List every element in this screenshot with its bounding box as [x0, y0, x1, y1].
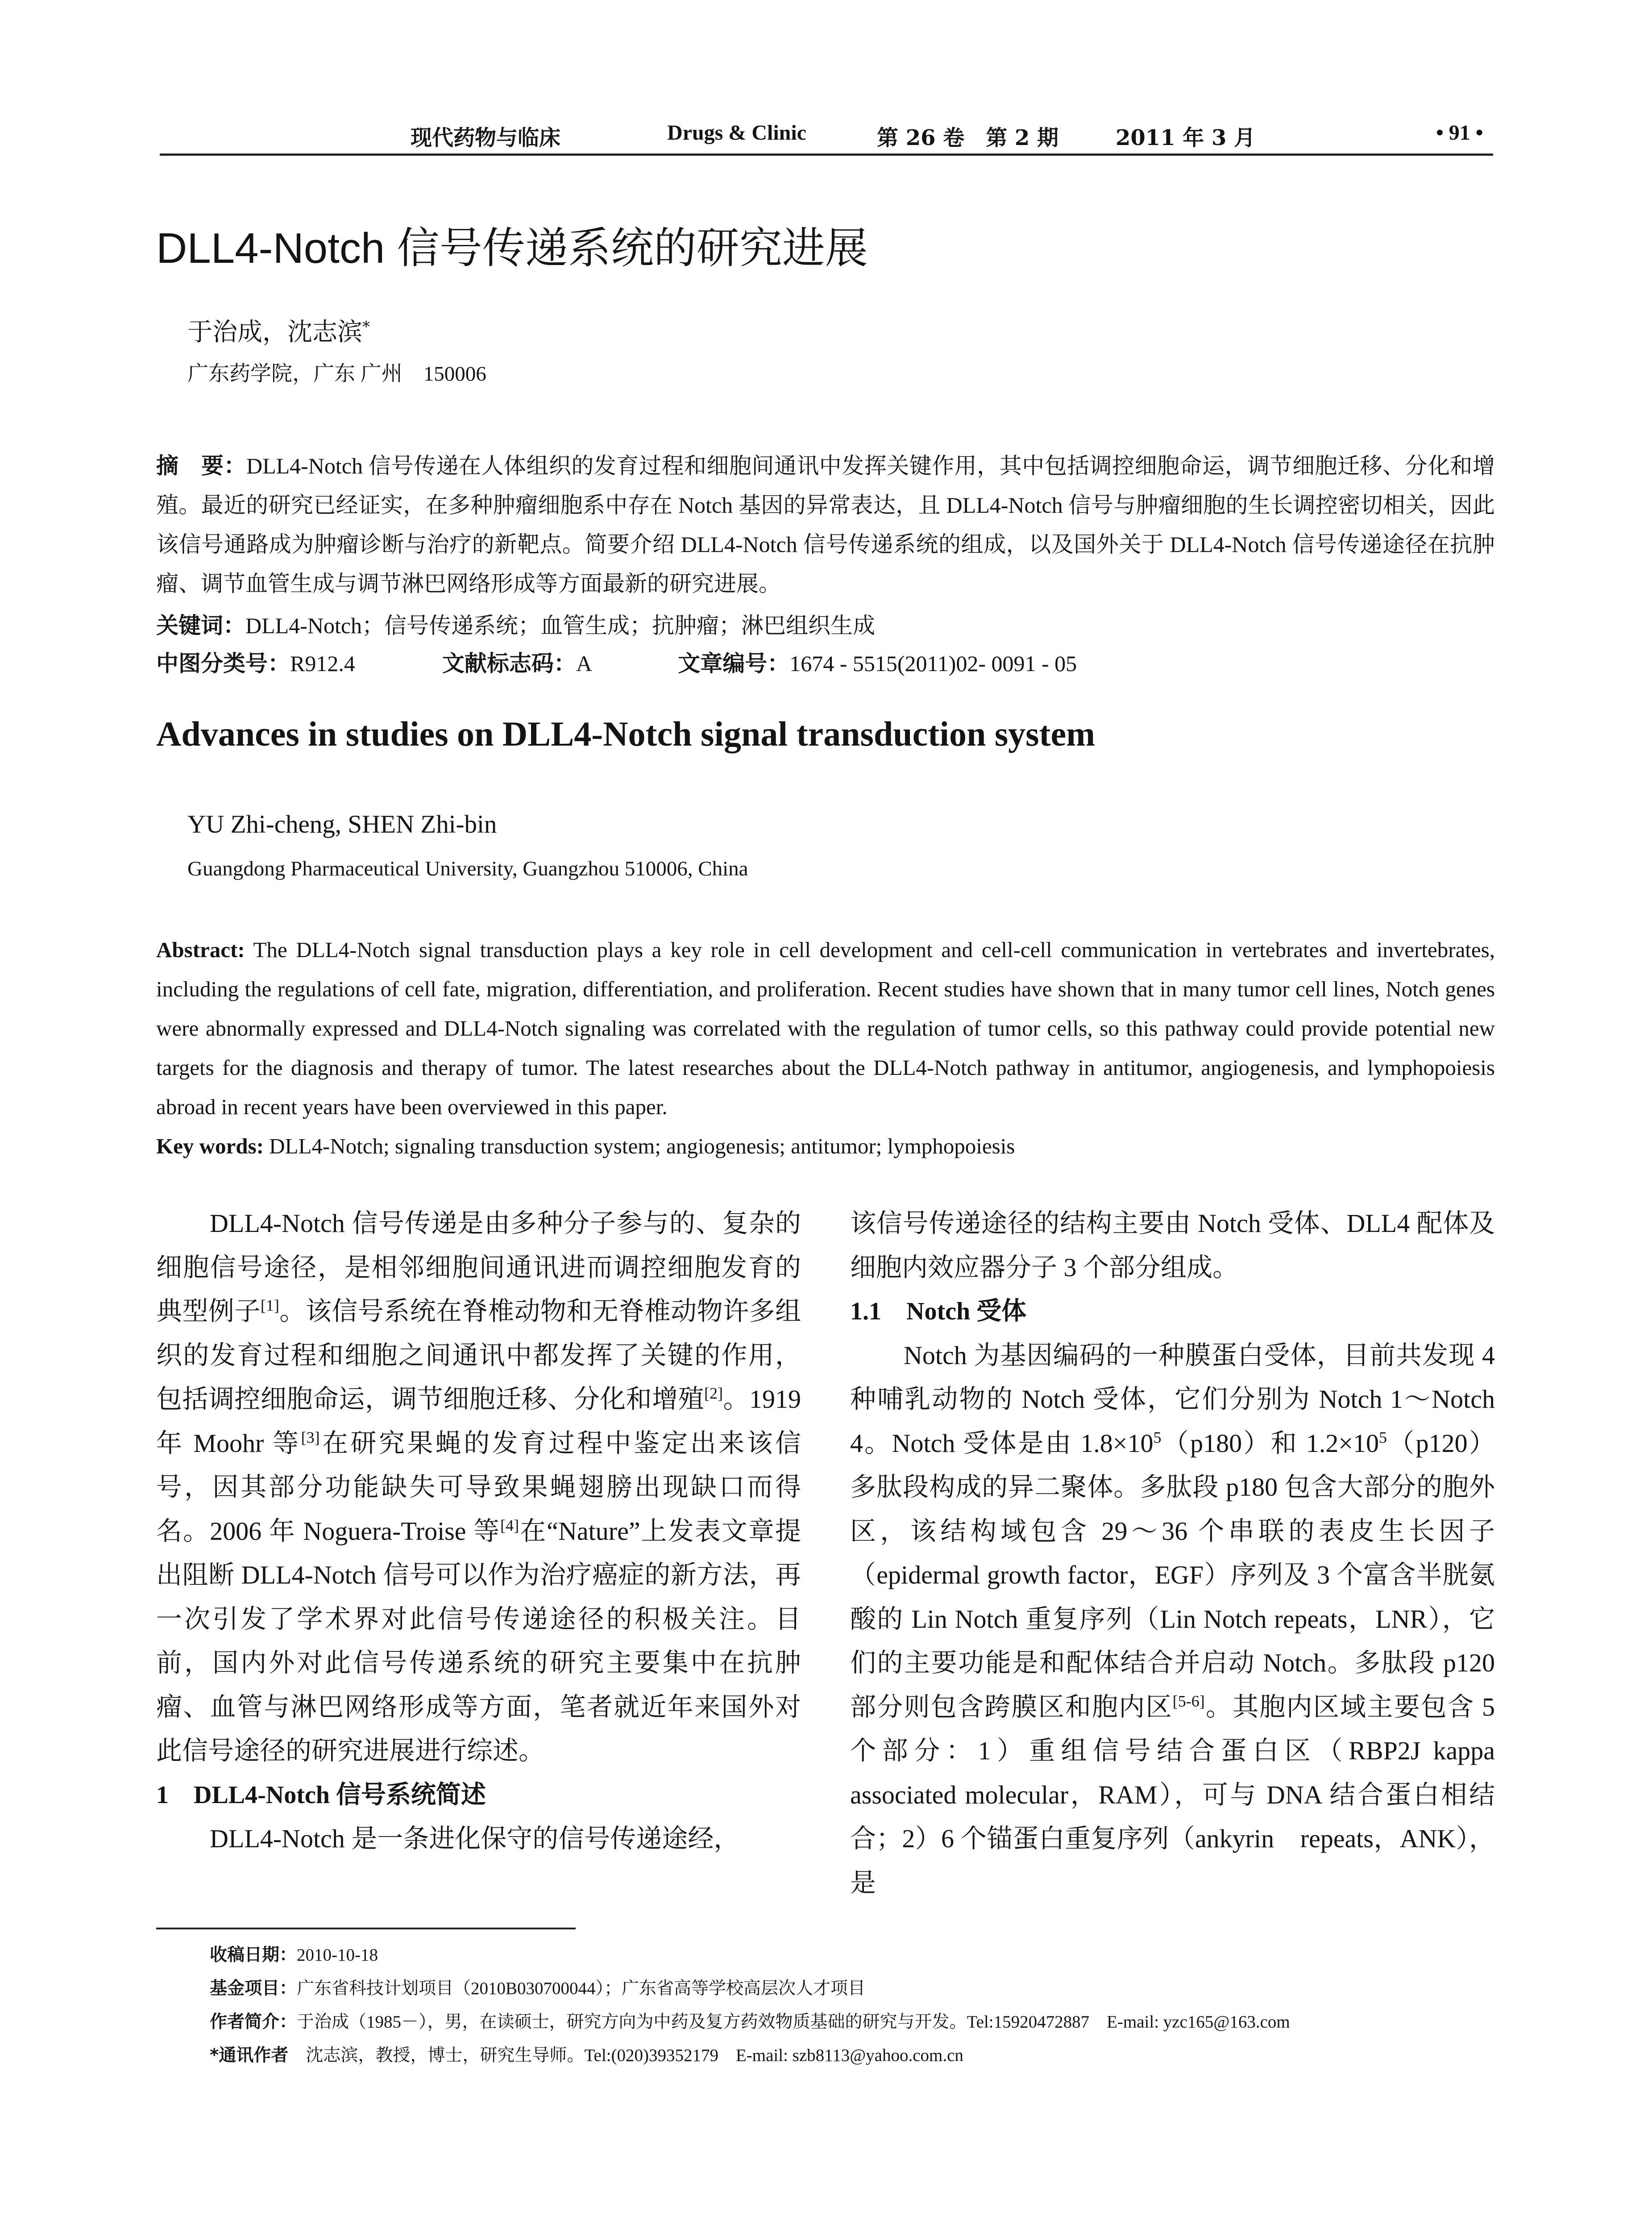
- issue-date: 2011 年 3 月: [1116, 125, 1256, 150]
- page-number: • 91 •: [1436, 121, 1483, 145]
- section-heading: 1 DLL4-Notch 信号系统简述: [156, 1781, 486, 1809]
- body-paragraph: [156, 1202, 801, 1773]
- footnote-label: 收稿日期：: [210, 1945, 297, 1965]
- keywords-cn-label: 关键词：: [156, 613, 245, 639]
- footnote-text: 于治成（1985－），男，在读硕士，研究方向为中药及复方药效物质基础的研究与开发。Tel:15920472887 E-mail: yzc165@163.com: [297, 2012, 1290, 2032]
- body-text: Notch 为基因编码的一种膜蛋白受体，目前共发现 4 种哺乳动物的 Notch 受体，它们分别为 Notch 1～Notch 4。Notch 受体是由 1.8×10: [850, 1340, 1495, 1458]
- body-text: （p180）和 1.2×10: [1161, 1428, 1379, 1458]
- body-text: （p120）多肽段构成的异二聚体。多肽段 p180 包含大部分的胞外区，该结构域包含 29～36 个串联的表皮生长因子（epidermal growth factor，EGF）序列及 3 个富含半胱氨酸的 Lin Notch 重复序列（Lin Notch repeats，LNR），它们的主要功能是和配体结合并启动 Notch。多肽段 p120 部分则包含跨膜区和胞内区: [850, 1428, 1495, 1721]
- footnote-label: 作者简介：: [210, 2012, 297, 2032]
- footnote-corresponding: [210, 2041, 963, 2066]
- article-no-label: 文章编号：: [678, 651, 790, 676]
- authors-cn: [187, 312, 370, 348]
- keywords-en-text: DLL4-Notch; signaling transduction system; angiogenesis; antitumor; lymphopoiesis: [269, 1134, 1015, 1158]
- citation[interactable]: [3]: [301, 1428, 320, 1447]
- corresponding-mark: *: [362, 318, 370, 336]
- clc-label: 中图分类号：: [156, 651, 290, 676]
- citation[interactable]: [2]: [704, 1384, 723, 1402]
- keywords-en-label: Key words:: [156, 1134, 264, 1158]
- citation[interactable]: [1]: [260, 1296, 279, 1315]
- authors-cn-names: 于治成，沈志滨: [187, 318, 362, 347]
- body-text: 在“Nature”上发表文章提出阻断 DLL4-Notch 信号可以作为治疗癌症的新方法，再一次引发了学术界对此信号传递途径的积极关注。目前，国内外对此信号传递系统的研究主要集中在抗肿瘤、血管与淋巴网络形成等方面，笔者就近年来国外对此信号途径的研究进展进行综述。: [156, 1516, 801, 1765]
- body-paragraph: 该信号传递途径的结构主要由 Notch 受体、DLL4 配体及细胞内效应器分子 3 个部分组成。: [850, 1209, 1495, 1282]
- body-right-column: [850, 1202, 1495, 1905]
- keywords-cn-text: DLL4-Notch；信号传递系统；血管生成；抗肿瘤；淋巴组织生成: [245, 613, 876, 638]
- body-text: 在研究果蝇的发育过程中鉴定出来该信号，因其部分功能缺失可导致果蝇翅膀出现缺口而得名。2006 年 Noguera-Troise 等: [156, 1428, 801, 1546]
- abstract-cn-label: 摘 要：: [156, 453, 246, 479]
- body-text: DLL4-Notch 信号传递是由多种分子参与的、复杂的细胞信号途径，是相邻细胞间通讯进而调控细胞发育的典型例子: [156, 1209, 801, 1326]
- section-heading: 1.1 Notch 受体: [850, 1298, 1027, 1325]
- keywords-cn: [156, 608, 875, 640]
- footnote-label: 基金项目：: [210, 1978, 297, 1999]
- footnote-text: 沈志滨，教授，博士，研究生导师。Tel:(020)39352179 E-mail: szb8113@yahoo.com.cn: [288, 2046, 963, 2065]
- header-rule: [160, 153, 1493, 156]
- footnote-received: [210, 1941, 378, 1966]
- footnote-text: 广东省科技计划项目（2010B030700044）；广东省高等学校高层次人才项目: [297, 1979, 866, 1998]
- abstract-en-text: The DLL4-Notch signal transduction plays a key role in cell development and cell-cell communication in vertebrates and invertebrates, including the regulations of cell fate, migration, differentiation, and proliferation. Recent studies have shown that in many tumor cell lines, Notch genes were abnormally expressed and DLL4-Notch signaling was correlated with the regulation of tumor cells, so this pathway could provide potential new targets for the diagnosis and therapy of tumor. The latest researches about the DLL4-Notch pathway in antitumor, angiogenesis, and lymphopoiesis abroad in recent years have been overviewed in this paper.: [156, 937, 1495, 1119]
- keywords-en: [156, 1127, 1495, 1166]
- body-text: 。1919 年 Moohr 等: [156, 1385, 801, 1458]
- body-text: 。其胞内区域主要包含 5 个部分：1）重组信号结合蛋白区（RBP2J kappa associated molecular，RAM），可与 DNA 结合蛋白相结合；2）6 个锚蛋白重复序列（ankyrin repeats，ANK），是: [850, 1692, 1495, 1897]
- body-left-column: [156, 1202, 801, 1861]
- volume-issue: 第 26 卷 第 2 期: [877, 125, 1059, 150]
- authors-en: YU Zhi-cheng, SHEN Zhi-bin: [187, 810, 497, 838]
- body-paragraph: DLL4-Notch 是一条进化保守的信号传递途经，: [210, 1824, 740, 1853]
- citation[interactable]: [5-6]: [1172, 1692, 1205, 1710]
- abstract-en-label: Abstract:: [156, 937, 245, 962]
- journal-name-en: Drugs & Clinic: [667, 121, 806, 145]
- doc-code-label: 文献标志码：: [442, 651, 576, 676]
- abstract-en: [156, 930, 1495, 1127]
- footnote-author: [210, 2008, 1290, 2033]
- footnote-rule: [156, 1928, 576, 1929]
- footnote-fund: [210, 1974, 865, 1999]
- abstract-cn: [156, 446, 1495, 603]
- classification-line: [156, 646, 1077, 678]
- exponent: 5: [1153, 1428, 1162, 1447]
- article-title-cn: DLL4-Notch 信号传递系统的研究进展: [156, 224, 868, 272]
- body-text: 。该信号系统在脊椎动物和无脊椎动物许多组织的发育过程和细胞之间通讯中都发挥了关键的作用，包括调控细胞命运，调节细胞迁移、分化和增殖: [156, 1297, 801, 1414]
- citation[interactable]: [4]: [500, 1516, 519, 1534]
- abstract-cn-text: DLL4-Notch 信号传递在人体组织的发育过程和细胞间通讯中发挥关键作用，其中包括调控细胞命运，调节细胞迁移、分化和增殖。最近的研究已经证实，在多种肿瘤细胞系中存在 Notch 基因的异常表达，且 DLL4-Notch 信号与肿瘤细胞的生长调控密切相关，因此该信号通路成为肿瘤诊断与治疗的新靶点。简要介绍 DLL4-Notch 信号传递系统的组成，以及国外关于 DLL4-Notch 信号传递途径在抗肿瘤、调节血管生成与调节淋巴网络形成等方面最新的研究进展。: [156, 453, 1495, 596]
- exponent: 5: [1379, 1428, 1387, 1447]
- affiliation-cn: 广东药学院，广东 广州 150006: [187, 362, 486, 386]
- doc-code-value: A: [576, 651, 591, 676]
- footnote-label: *通讯作者: [210, 2045, 289, 2065]
- journal-name-cn: 现代药物与临床: [411, 125, 561, 150]
- body-paragraph: [850, 1334, 1495, 1905]
- article-title-en: Advances in studies on DLL4-Notch signal transduction system: [156, 714, 1096, 753]
- footnote-text: 2010-10-18: [297, 1945, 378, 1965]
- clc-value: R912.4: [290, 651, 355, 676]
- article-no-value: 1674 - 5515(2011)02- 0091 - 05: [789, 651, 1077, 676]
- affiliation-en: Guangdong Pharmaceutical University, Guangzhou 510006, China: [187, 857, 748, 880]
